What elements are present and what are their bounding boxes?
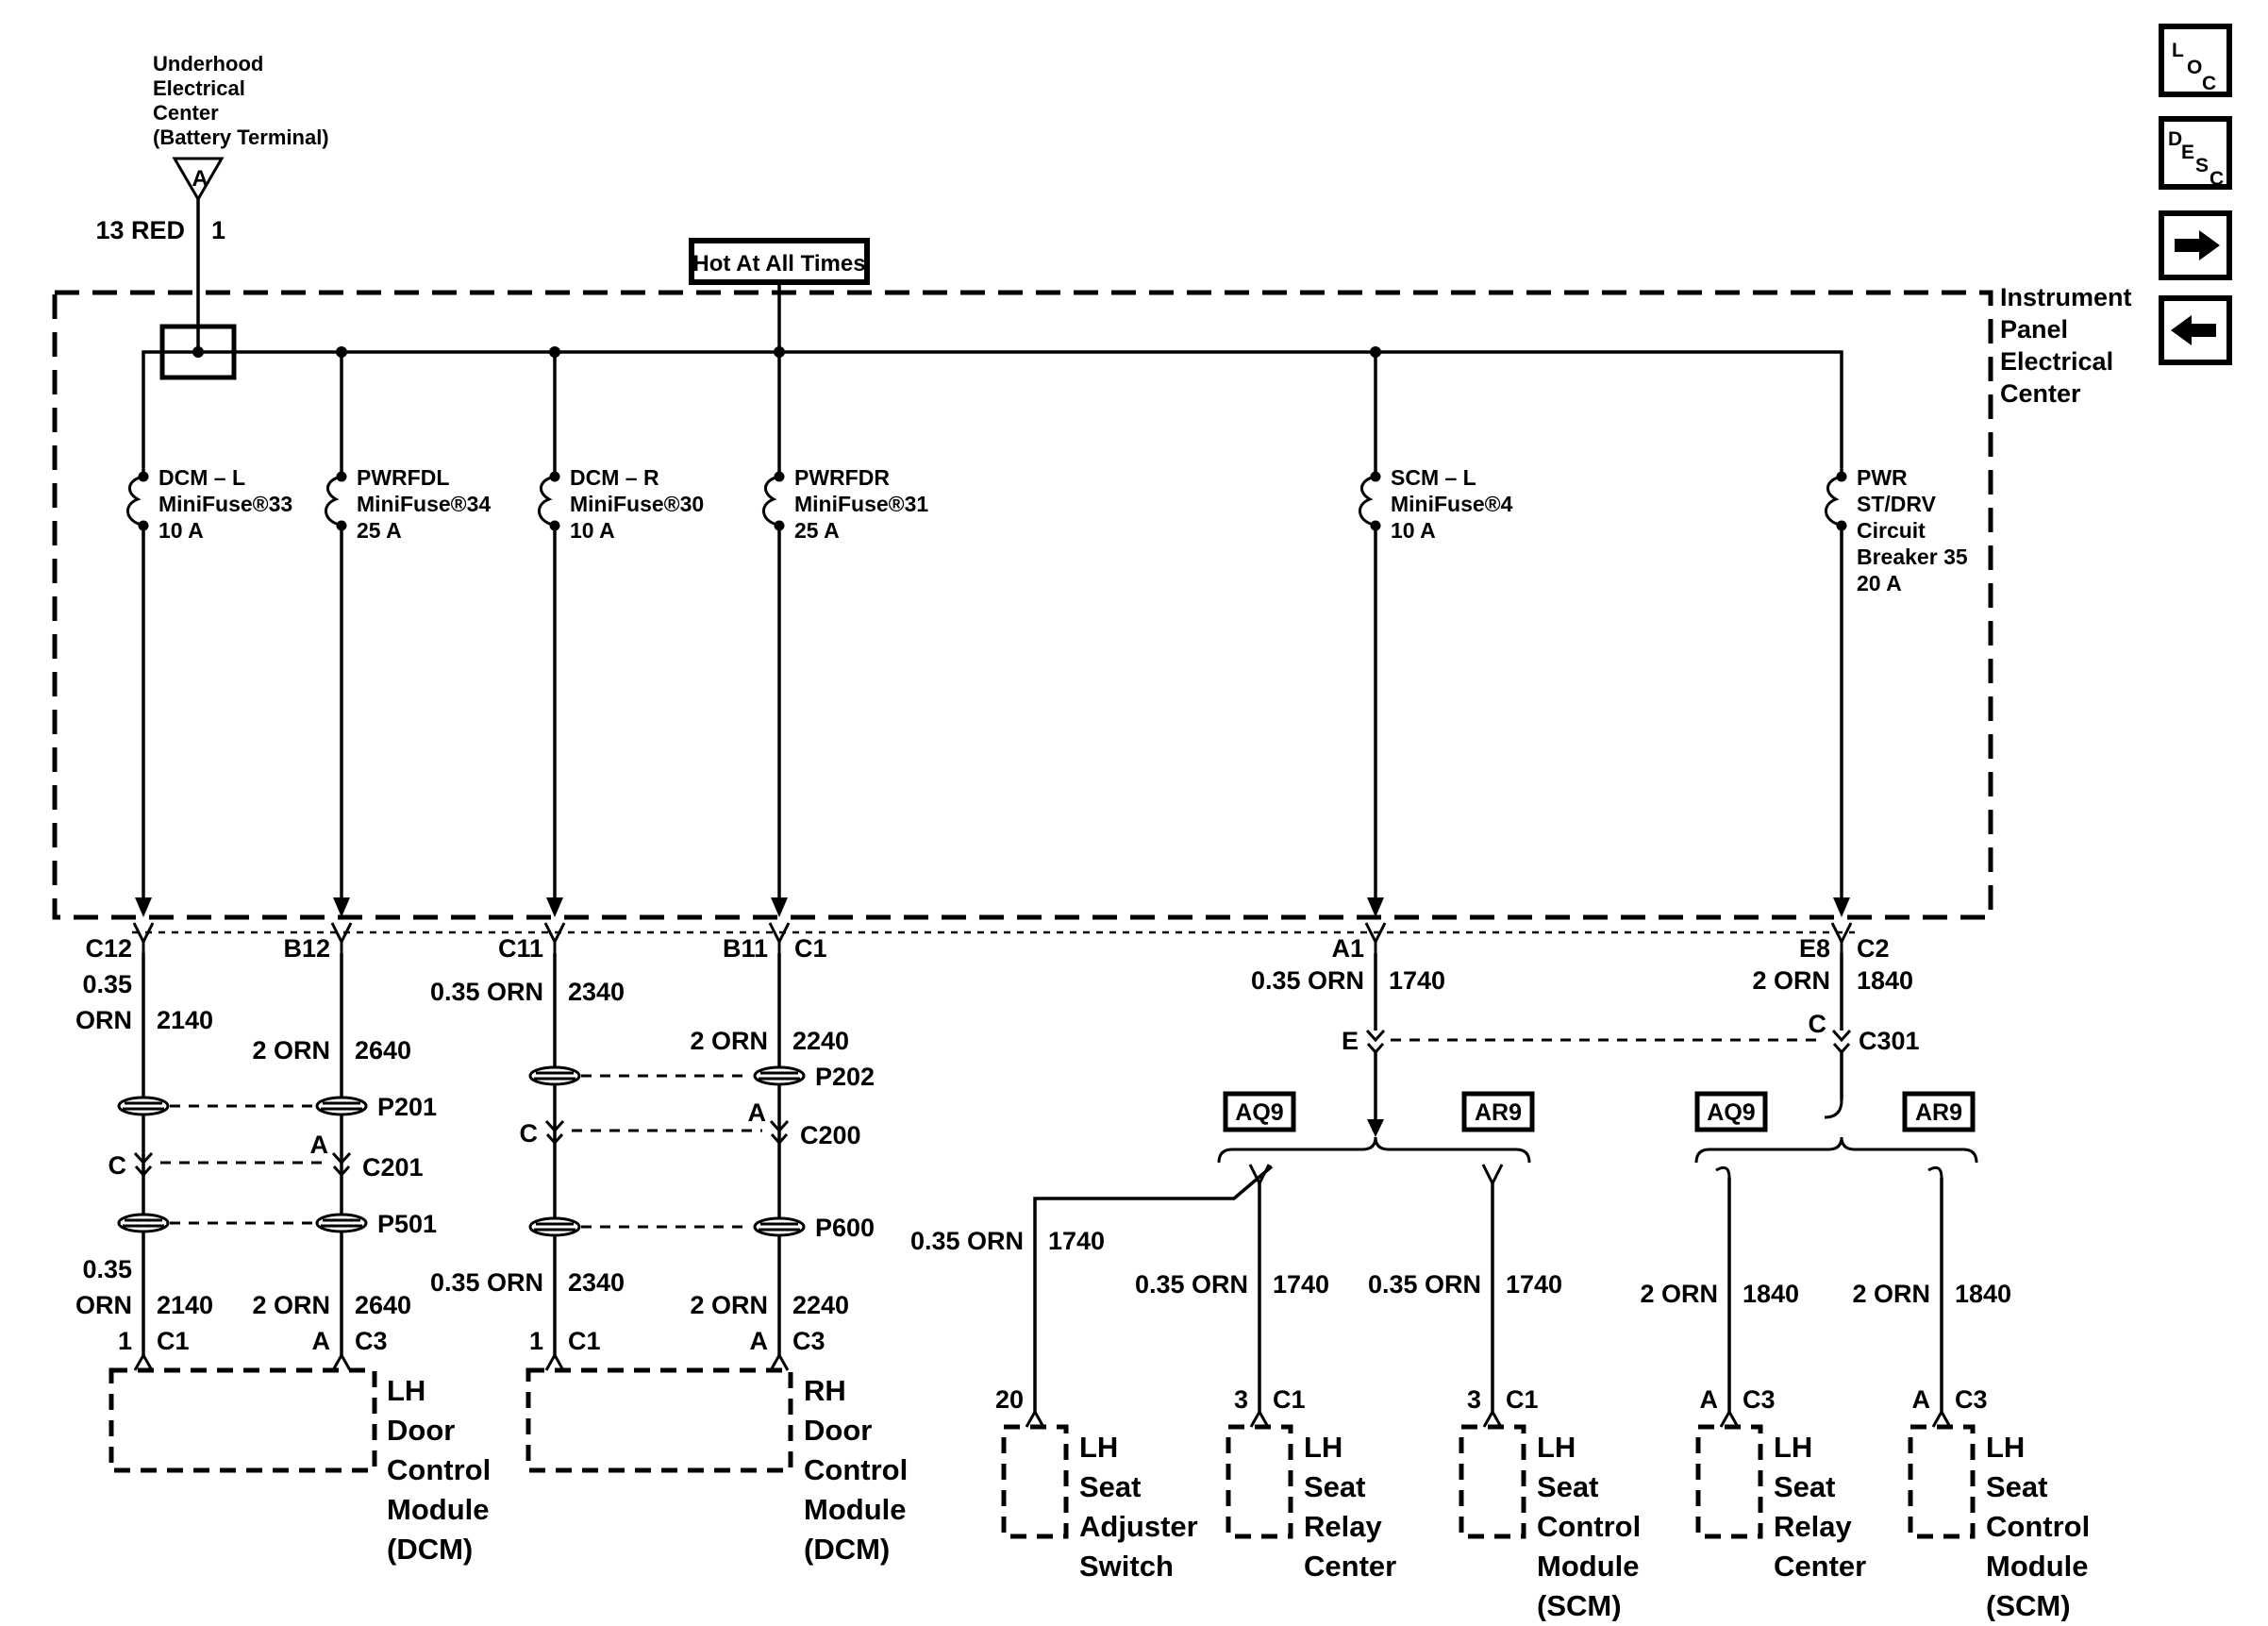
module-label: Control	[804, 1453, 909, 1486]
wire-size-color: 0.35 ORN	[429, 1268, 543, 1297]
wire-color: ORN	[75, 1291, 132, 1319]
module-label: Seat	[1304, 1470, 1366, 1503]
down-arrow-icon	[1367, 897, 1384, 917]
connector-id: A1	[1331, 934, 1364, 963]
power-bus	[143, 327, 1842, 477]
grommet-id: P600	[815, 1214, 876, 1242]
module-box	[1461, 1427, 1524, 1536]
panel-label-line: Panel	[2000, 315, 2069, 344]
connector-id: C11	[497, 934, 543, 963]
loc-button[interactable]	[2161, 26, 2229, 94]
lh-seat-relay-center-2	[1698, 1385, 1866, 1583]
wire-color: ORN	[75, 1006, 132, 1034]
toolbar	[2161, 26, 2229, 362]
wire-circuit: 1740	[1389, 966, 1446, 995]
module-label: LH	[1304, 1431, 1343, 1464]
wire-circuit: 1840	[1955, 1280, 2012, 1308]
wire-hook-icon	[1928, 1167, 1942, 1178]
wire-circuit: 1740	[1506, 1270, 1563, 1299]
loc-letter: O	[2187, 57, 2203, 78]
connector-id: C12	[85, 934, 132, 963]
junction-dot	[1370, 346, 1381, 358]
grommet-p501	[119, 1210, 437, 1238]
pin-number: 3	[1233, 1385, 1248, 1414]
inline-connector-c201	[108, 1131, 424, 1182]
connector-pin: C	[108, 1151, 126, 1180]
fuse-pwrfdr	[763, 465, 928, 543]
wire-size-color: 0.35 ORN	[1134, 1270, 1248, 1299]
lower-wire-labels	[75, 1255, 849, 1319]
circuit-breaker-pwr-st-drv	[1826, 465, 1967, 595]
wire-circuit: 2240	[792, 1291, 850, 1319]
junction-dot	[549, 346, 560, 358]
wire-circuit: 1840	[1743, 1280, 1800, 1308]
junction-dot	[774, 346, 785, 358]
module-box	[1910, 1427, 1973, 1536]
source-label: (Battery Terminal)	[153, 126, 329, 149]
module-label: (SCM)	[1537, 1589, 1622, 1621]
bus-tag	[692, 241, 867, 352]
fuse-label: MiniFuse®31	[794, 492, 929, 516]
grommet-p600	[530, 1214, 875, 1242]
right-arrow-icon	[2175, 230, 2220, 260]
module-label: Control	[1986, 1510, 2091, 1543]
fuse-dcm-r	[539, 465, 704, 543]
module-label: (DCM)	[804, 1533, 891, 1566]
brace-icon	[1696, 1137, 1976, 1163]
upper-wire-labels	[75, 966, 1913, 1064]
module-box	[528, 1370, 791, 1470]
module-label: Control	[387, 1453, 492, 1486]
lh-door-control-module	[111, 1327, 491, 1566]
wire-size-color: 2 ORN	[1752, 966, 1830, 995]
desc-button[interactable]	[2161, 119, 2229, 190]
terminal-letter: A	[192, 166, 208, 192]
source-label: Electrical	[153, 76, 245, 100]
down-arrow-icon	[135, 897, 152, 917]
wire-size: 0.35	[82, 970, 132, 998]
module-box	[111, 1370, 375, 1470]
module-label: Module	[804, 1493, 907, 1526]
module-label: Module	[1986, 1550, 2089, 1583]
fuse-label: MiniFuse®30	[570, 492, 705, 516]
instrument-panel-electrical-center-box	[55, 293, 1991, 917]
panel-label-line: Center	[2000, 379, 2081, 408]
module-label: Module	[1537, 1550, 1640, 1583]
module-label: LH	[1986, 1431, 2026, 1464]
grommet-id: P201	[377, 1093, 438, 1121]
breaker-label: Circuit	[1857, 518, 1926, 543]
loc-letter: C	[2202, 73, 2217, 94]
wire-circuit: 2640	[355, 1036, 412, 1064]
next-page-button[interactable]	[2161, 213, 2229, 277]
left-arrow-icon	[2171, 315, 2216, 345]
desc-letter: E	[2181, 142, 2195, 163]
module-box	[1228, 1427, 1291, 1536]
module-label: Door	[804, 1414, 873, 1447]
fuse-label: SCM – L	[1391, 465, 1476, 490]
pin-connector: C1	[1273, 1385, 1306, 1414]
pin-number: A	[1699, 1385, 1718, 1414]
fuse-dcm-l	[127, 465, 292, 543]
pin-connector: C3	[792, 1327, 825, 1355]
fuse-label: 10 A	[1391, 518, 1436, 543]
module-label: Module	[387, 1493, 490, 1526]
connector-pin: A	[309, 1131, 328, 1159]
option-code: AQ9	[1235, 1099, 1284, 1126]
breaker-label: PWR	[1857, 465, 1908, 490]
grommet-p202	[530, 1063, 875, 1091]
power-source	[95, 52, 328, 352]
pin-connector: C3	[1955, 1385, 1988, 1414]
module-label: Center	[1774, 1550, 1867, 1583]
wire-size-color: 0.35 ORN	[429, 978, 543, 1006]
pin-number: A	[311, 1327, 330, 1355]
hot-at-all-times-label: Hot At All Times	[692, 251, 866, 277]
prev-page-button[interactable]	[2161, 298, 2229, 362]
fuse-label: 25 A	[357, 518, 402, 543]
connector-id: B12	[283, 934, 330, 963]
wire-circuit: 1740	[1273, 1270, 1330, 1299]
fuse-scm-l	[1359, 465, 1512, 543]
desc-letter: S	[2195, 155, 2210, 176]
source-label: Center	[153, 101, 219, 125]
wire-circuit: 2340	[568, 978, 625, 1006]
desc-letter: C	[2210, 168, 2225, 190]
module-label: LH	[1079, 1431, 1119, 1464]
wire-size-color: 0.35 ORN	[1367, 1270, 1481, 1299]
module-label: LH	[387, 1374, 426, 1407]
grommet-p201	[119, 1093, 437, 1121]
down-arrow-icon	[1833, 897, 1850, 917]
battery-wire-pin: 1	[211, 216, 226, 244]
pin-connector: C1	[1506, 1385, 1539, 1414]
pin-connector: C1	[157, 1327, 190, 1355]
pin-connector: C3	[1743, 1385, 1776, 1414]
pin-number: 1	[117, 1327, 132, 1355]
fuse-label: PWRFDR	[794, 465, 890, 490]
connector-id: C1	[794, 934, 827, 963]
wire-circuit: 2140	[157, 1006, 214, 1034]
desc-letter: D	[2168, 128, 2183, 150]
module-label: Door	[387, 1414, 456, 1447]
breaker-label: ST/DRV	[1857, 492, 1936, 516]
module-label: LH	[1774, 1431, 1813, 1464]
fuse-label: 10 A	[570, 518, 615, 543]
module-label: Center	[1304, 1550, 1397, 1583]
wire-size-color: 0.35 ORN	[909, 1227, 1024, 1255]
lh-seat-adjuster-switch	[995, 1385, 1198, 1583]
module-label: Control	[1537, 1510, 1642, 1543]
pin-number: 3	[1466, 1385, 1481, 1414]
rh-door-control-module	[528, 1327, 908, 1566]
grommet-id: P202	[815, 1063, 876, 1091]
module-label: Adjuster	[1079, 1510, 1198, 1543]
down-arrow-icon	[546, 897, 563, 917]
wire-circuit: 2140	[157, 1291, 214, 1319]
wire-circuit: 2340	[568, 1268, 625, 1297]
seat-circuit-left	[910, 953, 1920, 1412]
connector-id: B11	[722, 934, 768, 963]
fuse-label: DCM – L	[158, 465, 245, 490]
fuse-label: PWRFDL	[357, 465, 450, 490]
panel-label-line: Instrument	[2000, 283, 2132, 311]
instrument-panel-label	[2000, 283, 2132, 408]
connector-id: C200	[800, 1121, 861, 1149]
connector-pin: C	[1808, 1010, 1826, 1038]
module-label: LH	[1537, 1431, 1576, 1464]
pin-number: 1	[528, 1327, 543, 1355]
source-label: Underhood	[153, 52, 264, 75]
fuse-label: MiniFuse®4	[1391, 492, 1513, 516]
option-code: AQ9	[1707, 1099, 1756, 1126]
module-label: Seat	[1079, 1470, 1142, 1503]
inline-connector-c200	[520, 1098, 861, 1149]
wire-circuit: 2240	[792, 1027, 850, 1055]
wire-hook-icon	[1825, 1100, 1842, 1117]
pin-connector: C3	[355, 1327, 388, 1355]
ip-exit-wires	[135, 526, 1850, 917]
down-arrow-icon	[333, 897, 350, 917]
pin-number: 20	[994, 1385, 1024, 1414]
module-box	[1698, 1427, 1760, 1536]
down-arrow-icon	[1367, 1119, 1384, 1137]
fuse-label: MiniFuse®33	[158, 492, 293, 516]
module-label: Relay	[1774, 1510, 1852, 1543]
connector-id: C2	[1857, 934, 1890, 963]
wire-circuit: 1740	[1048, 1227, 1106, 1255]
module-box	[1004, 1427, 1066, 1536]
pin-connector: C1	[568, 1327, 601, 1355]
pin-number: A	[1911, 1385, 1930, 1414]
lh-seat-control-module	[1461, 1385, 1641, 1621]
fuse-label: 10 A	[158, 518, 204, 543]
module-label: RH	[804, 1374, 846, 1407]
wire-size-color: 2 ORN	[252, 1291, 330, 1319]
connector-id: E8	[1798, 934, 1830, 963]
wire-size-color: 2 ORN	[1852, 1280, 1930, 1308]
grommet-id: P501	[377, 1210, 438, 1238]
wire-circuit: 1840	[1857, 966, 1914, 995]
connector-pin: A	[747, 1098, 766, 1127]
connector-pin: E	[1341, 1027, 1359, 1055]
breaker-label: 20 A	[1857, 571, 1902, 595]
wire-size-color: 2 ORN	[1640, 1280, 1718, 1308]
battery-wire-label: 13 RED	[95, 216, 185, 244]
module-label: Relay	[1304, 1510, 1382, 1543]
wire-hook-icon	[1716, 1167, 1729, 1178]
wire-size-color: 2 ORN	[690, 1027, 768, 1055]
connector-id: C301	[1859, 1027, 1920, 1055]
fuse-label: 25 A	[794, 518, 840, 543]
module-label: Switch	[1079, 1550, 1174, 1583]
connector-pin: C	[519, 1119, 538, 1148]
junction-dot	[192, 346, 204, 358]
connector-id: C201	[362, 1153, 424, 1182]
option-code: AR9	[1474, 1099, 1523, 1126]
bus-line	[143, 352, 1842, 477]
fuse-pwrfdl	[325, 465, 491, 543]
down-arrow-icon	[771, 897, 788, 917]
junction-dot	[336, 346, 347, 358]
pin-number: A	[749, 1327, 768, 1355]
brace-icon	[1219, 1137, 1529, 1163]
ip-connector-row	[85, 923, 1889, 963]
module-label: Seat	[1537, 1470, 1599, 1503]
module-label: (SCM)	[1986, 1589, 2071, 1621]
wire-size: 0.35	[82, 1255, 132, 1283]
lh-seat-relay-center	[1228, 1385, 1396, 1583]
fuse-label: DCM – R	[570, 465, 659, 490]
wire-size-color: 2 ORN	[690, 1291, 768, 1319]
wire-circuit: 2640	[355, 1291, 412, 1319]
wire-size-color: 2 ORN	[252, 1036, 330, 1064]
breaker-label: Breaker 35	[1857, 545, 1968, 569]
module-label: Seat	[1774, 1470, 1836, 1503]
lh-seat-control-module-2	[1910, 1385, 2090, 1621]
loc-letter: L	[2172, 40, 2184, 61]
panel-label-line: Electrical	[2000, 347, 2114, 376]
module-label: (DCM)	[387, 1533, 474, 1566]
option-code: AR9	[1914, 1099, 1963, 1126]
fuse-label: MiniFuse®34	[357, 492, 492, 516]
module-label: Seat	[1986, 1470, 2048, 1503]
wire-size-color: 0.35 ORN	[1250, 966, 1364, 995]
